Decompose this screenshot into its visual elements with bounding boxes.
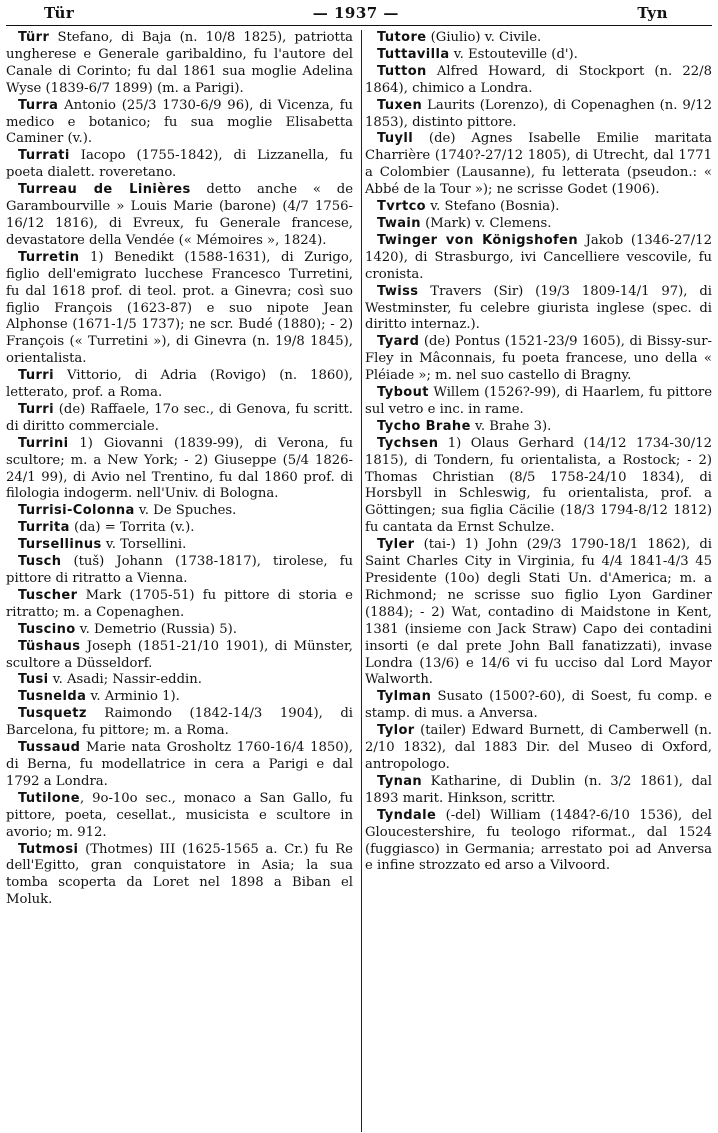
entry (365, 64, 712, 98)
left-column (6, 30, 359, 1132)
entry (6, 537, 353, 554)
entry (6, 588, 353, 622)
entry (365, 233, 712, 284)
two-column-body (6, 30, 712, 1132)
entry-text: v. Demetrio (Russia) 5). (75, 621, 237, 637)
entry-text: (Thotmes) III (1625-1565 a. Cr.) fu Re dell'Egitto, gran conquistatore in Asia; la sua tomba scoperta da Loret nel 1898 a Biban el Moluk. (6, 841, 353, 908)
entry-text: Jakob (1346-27/12 1420), di Strasburgo, ivi Cancelliere vescovile, fu cronista. (365, 232, 712, 282)
entry-headword: Tyler (377, 537, 415, 553)
entry-text: v. Torsellini. (101, 537, 187, 553)
entry-headword: Tutore (377, 30, 427, 45)
entry-text: (Mark) v. Clemens. (420, 215, 552, 231)
entry (365, 199, 712, 216)
entry-text: v. Asadi; Nassir-eddin. (48, 672, 202, 688)
entry (365, 30, 712, 47)
entry-text: (Giulio) v. Civile. (426, 30, 542, 45)
entry (365, 284, 712, 335)
entry-headword: Tusi (18, 672, 49, 688)
entry-text: Travers (Sir) (19/3 1809-14/1 97), di Westminster, fu celebre giurista inglese (spec. di diritto internaz.). (365, 283, 712, 333)
entry-headword: Tyard (377, 334, 420, 350)
page-header (6, 0, 712, 26)
entry-text: Iacopo (1755-1842), di Lizzanella, fu poeta dialett. roveretano. (6, 148, 353, 181)
entry (6, 30, 353, 98)
entry-text: Alfred Howard, di Stockport (n. 22/8 1864), chimico a Londra. (365, 63, 712, 96)
header-right-guideword: Tyn (637, 3, 668, 22)
entry (6, 148, 353, 182)
entry-text: 1) Olaus Gerhard (14/12 1734-30/12 1815), di Tondern, fu orientalista, a Rostock; - 2) Thomas Christian (8/5 1758-24/10 1834), di Horsbyll in Schleswig, fu orientalista, prof. a Göttingen; sua figlia Cäcilie (18/3 1794-8/12 1812) fu cantata da Ernst Schulze. (365, 435, 712, 536)
entry-text: Willem (1526?-99), di Haarlem, fu pittore sul vetro e inc. in rame. (365, 385, 712, 417)
entry-text: v. Stefano (Bosnia). (426, 199, 560, 215)
entry-headword: Turri (18, 401, 54, 417)
entry-headword: Turretin (18, 249, 80, 265)
entry (365, 131, 712, 199)
entry-headword: Twain (377, 215, 421, 231)
entry-headword: Tuxen (377, 97, 423, 113)
entry (6, 98, 353, 149)
header-page-number: — 1937 — (312, 3, 399, 22)
entry-text: (de) Raffaele, 17o sec., di Genova, fu scritt. di diritto commerciale. (6, 401, 353, 434)
entry-text: Vittorio, di Adria (Rovigo) (n. 1860), letterato, prof. a Roma. (6, 368, 353, 401)
entry-headword: Tuttavilla (377, 46, 450, 62)
entry-headword: Tutmosi (18, 841, 79, 857)
entry-headword: Turri (18, 368, 54, 384)
entry-text: Laurits (Lorenzo), di Copenaghen (n. 9/12 1853), distinto pittore. (365, 97, 712, 130)
entry (6, 520, 353, 537)
entry (365, 537, 712, 689)
entry (6, 436, 353, 504)
entry-text: v. De Spuches. (134, 503, 237, 519)
entry (6, 689, 353, 706)
entry (365, 436, 712, 537)
entry-headword: Tutilone (18, 790, 81, 806)
entry-text: Stefano, di Baja (n. 10/8 1825), patriotta ungherese e Generale garibaldino, fu l'autore del Canale di Corinto; fu dal 1861 sua moglie Adelina Wyse (1839-6/7 1899) (m. a Parigi). (6, 30, 353, 96)
entry (365, 808, 712, 876)
entry-text: Joseph (1851-21/10 1901), di Münster, scultore a Düsseldorf. (6, 638, 353, 671)
entry (365, 419, 712, 436)
entry-headword: Tuscino (18, 621, 76, 637)
entry-headword: Tusquetz (18, 706, 87, 722)
entry-headword: Tursellinus (18, 537, 102, 553)
header-left-guideword: Tür (44, 3, 75, 22)
entry-headword: Türr (18, 30, 50, 45)
entry-text: Raimondo (1842-14/3 1904), di Barcelona, fu pittore; m. a Roma. (6, 706, 353, 739)
entry-text: Antonio (25/3 1730-6/9 96), di Vicenza, fu medico e botanico; fu sua moglie Elisabetta Caminer (v.). (6, 97, 353, 147)
entry-headword: Tyndale (377, 807, 437, 823)
entry-headword: Tuscher (18, 587, 78, 603)
entry-headword: Tüshaus (18, 638, 81, 654)
entry-headword: Tvrtco (377, 199, 427, 215)
entry-headword: Twinger von Königshofen (377, 232, 578, 248)
entry-text: (tuš) Johann (1738-1817), tirolese, fu pittore di ritratto a Vienna. (6, 554, 353, 586)
entry-text: Susato (1500?-60), di Soest, fu comp. e stamp. di mus. a Anversa. (365, 689, 712, 722)
entry (365, 98, 712, 132)
entry-headword: Tusch (18, 554, 62, 570)
entry (365, 774, 712, 808)
entry-headword: Turrita (18, 520, 70, 536)
entry-headword: Tusnelda (18, 689, 87, 705)
entry-headword: Twiss (377, 283, 419, 299)
entry (6, 706, 353, 740)
entry-text: (tai-) 1) John (29/3 1790-18/1 1862), di Saint Charles City in Virginia, fu 4/4 1841-4/3 45 Presidente (10o) degli Stati Un. d'America; m. a Richmond; ne scrisse suo figlio Lyon Gardiner (1884); - 2) Wat, contadino di Maidstone in Kent, 1381 (insieme con Jack Straw) Capo dei contadini insorti (e dal prete John Ball fanatizzati), invase Londra (13/6) e 14/6 vi fu ucciso dal Lord Mayor Walworth. (365, 537, 712, 688)
entry-text: (da) = Torrita (v.). (69, 520, 195, 536)
entry (365, 47, 712, 64)
entry (6, 791, 353, 842)
entry-headword: Tynan (377, 773, 423, 789)
entry (6, 622, 353, 639)
entry-text: v. Brahe 3). (470, 418, 552, 434)
entry-text: 1) Giovanni (1839-99), di Verona, fu scultore; m. a New York; - 2) Giuseppe (5/4 1826-24/1 99), di Avio nel Trentino, fu dal 1860 prof. di filologia indogerm. nell'Univ. di Bologna. (6, 435, 353, 502)
entry (365, 334, 712, 385)
entry (6, 842, 353, 910)
entry (365, 723, 712, 774)
entry (6, 503, 353, 520)
entry-text: (tailer) Edward Burnett, di Camberwell (n. 2/10 1832), dal 1883 Dir. del Museo di Oxford, antropologo. (365, 723, 712, 772)
entry-headword: Tussaud (18, 740, 81, 756)
entry-headword: Tylman (377, 689, 432, 705)
entry-headword: Turra (18, 97, 59, 113)
right-column (359, 30, 712, 1132)
entry (6, 402, 353, 436)
entry-headword: Turreau de Linières (18, 182, 191, 198)
entry-headword: Turrini (18, 435, 69, 451)
entry-headword: Tychsen (377, 435, 439, 451)
entry-text: 1) Benedikt (1588-1631), di Zurigo, figlio dell'emigrato lucchese Francesco Turretini, fu dal 1618 prof. di teol. prot. a Ginevra; così suo figlio François (1623-87) e suo nipote Jean Alphonse (1671-1/5 1737); ne scr. Budé (1880); - 2) François (« Turretini »), di Ginevra (n. 19/8 1845), orientalista. (6, 249, 353, 367)
entry-text: (-del) William (1484?-6/10 1536), del Gloucestershire, fu teologo riformat., dal 1524 (fuggiasco) in Germania; arrestato poi ad Anversa e infine strozzato ed arso a Vilvoord. (365, 807, 712, 874)
entry-text: v. Estouteville (d'). (449, 46, 578, 62)
entry (6, 639, 353, 673)
entry-text: (de) Pontus (1521-23/9 1605), di Bissy-sur-Fley in Mâconnais, fu poeta francese, uno della « Pléiade »; m. nel suo castello di Bragny. (365, 334, 712, 384)
entry-text: Katharine, di Dublin (n. 3/2 1861), dal 1893 marit. Hinkson, scrittr. (365, 773, 712, 806)
entry-text: detto anche « de Garambourville » Louis Marie (barone) (4/7 1756-16/12 1816), di Evreux, fu Generale francese, devastatore della Vendée (« Mémoires », 1824). (6, 182, 353, 248)
entry (6, 250, 353, 368)
entry-text: (de) Agnes Isabelle Emilie maritata Charrière (1740?-27/12 1805), di Utrecht, dal 1771 a Colombier (Lausanne), fu letterata (pseudon.: « Abbé de la Tour »); ne scrisse Godet (1906). (365, 131, 712, 198)
entry (365, 689, 712, 723)
entry-headword: Tylor (377, 723, 415, 739)
entry (6, 740, 353, 791)
entry-text: v. Arminio 1). (86, 689, 180, 705)
entry (6, 182, 353, 250)
entry-headword: Tybout (377, 385, 429, 401)
entry (365, 385, 712, 419)
entry (365, 216, 712, 233)
column-divider (361, 30, 362, 1132)
entry-headword: Tycho Brahe (377, 418, 471, 434)
entry-headword: Turrati (18, 148, 70, 164)
entry (6, 554, 353, 588)
entry (6, 368, 353, 402)
entry-headword: Turrisi-Colonna (18, 503, 135, 519)
entry-headword: Tutton (377, 63, 427, 79)
entry-headword: Tuyll (377, 131, 414, 147)
entry-text: , 9o-10o sec., monaco a San Gallo, fu pittore, poeta, cesellat., musicista e scultore in avorio; m. 912. (6, 790, 353, 840)
entry-text: Marie nata Grosholtz 1760-16/4 1850), di Berna, fu modellatrice in cera a Parigi e dal 1792 a Londra. (6, 740, 353, 789)
entry-text: Mark (1705-51) fu pittore di storia e ritratto; m. a Copenaghen. (6, 587, 353, 620)
entry (6, 672, 353, 689)
